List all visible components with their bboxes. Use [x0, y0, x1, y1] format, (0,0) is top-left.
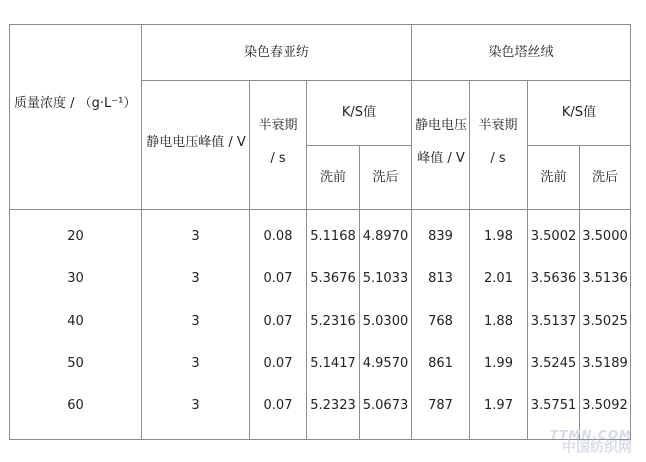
cell-g2-ks-before: 3.5137: [530, 314, 577, 330]
header-g2-after: 洗后: [591, 169, 618, 185]
cell-g2-voltage: 768: [428, 314, 453, 330]
table-row: [10, 263, 630, 295]
table-border-right: [630, 24, 631, 440]
cell-g2-ks-after: 3.5025: [582, 314, 628, 330]
cell-g1-voltage: 3: [191, 398, 200, 414]
cell-g2-ks-before: 3.5751: [530, 398, 577, 414]
table-row: [10, 221, 630, 253]
header-g1-before: 洗前: [319, 169, 346, 185]
header-g2-ks: K/S值: [561, 105, 597, 121]
cell-g2-ks-before: 3.5245: [530, 356, 577, 372]
cell-g2-ks-after: 3.5000: [582, 229, 628, 245]
header-g1-halflife: 半衰期 / s: [258, 118, 298, 166]
cell-g2-ks-after: 3.5136: [582, 271, 628, 287]
cell-g2-halflife: 1.99: [484, 356, 513, 372]
table-row: [10, 348, 630, 380]
table-row: [10, 306, 630, 338]
cell-g1-voltage: 3: [191, 314, 200, 330]
cell-g1-ks-before: 5.2316: [310, 314, 356, 330]
header-g2-halflife: 半衰期 / s: [478, 118, 518, 166]
cell-g2-halflife: 1.88: [484, 314, 513, 330]
cell-g1-ks-before: 5.2323: [310, 398, 356, 414]
table-row: [10, 390, 630, 422]
header-group-tasirong: 染色塔丝绒: [488, 44, 554, 60]
cell-g1-halflife: 0.07: [263, 398, 293, 414]
cell-g2-ks-after: 3.5092: [582, 398, 628, 414]
cell-g1-ks-after: 5.1033: [362, 271, 409, 287]
cell-g2-ks-before: 3.5002: [530, 229, 577, 245]
cell-g1-ks-after: 4.8970: [362, 229, 409, 245]
cell-concentration: 50: [67, 356, 84, 372]
cell-g1-voltage: 3: [191, 356, 200, 372]
cell-concentration: 30: [67, 271, 84, 287]
cell-g2-voltage: 787: [428, 398, 453, 414]
watermark-logo: [550, 429, 632, 456]
header-g2-voltage: 静电电压峰值 / V: [414, 118, 467, 166]
cell-g2-ks-before: 3.5636: [530, 271, 577, 287]
table-header-bottom: [9, 209, 631, 210]
watermark-text: 中国纺织网: [562, 440, 632, 457]
cell-g1-halflife: 0.07: [263, 271, 293, 287]
cell-g2-halflife: 2.01: [484, 271, 513, 287]
header-g1-ks: K/S值: [341, 105, 377, 121]
header-group-chunyafang: 染色春亚纺: [243, 44, 309, 60]
cell-g2-voltage: 839: [428, 229, 453, 245]
header-g2-before: 洗前: [540, 169, 567, 185]
table-border-bottom: [9, 439, 631, 440]
cell-concentration: 20: [67, 229, 84, 245]
cell-g1-ks-after: 4.9570: [362, 356, 409, 372]
cell-concentration: 40: [67, 314, 84, 330]
header-g1-voltage: 静电电压峰值 / V: [146, 135, 246, 150]
cell-g1-voltage: 3: [191, 271, 200, 287]
cell-g1-ks-after: 5.0673: [362, 398, 409, 414]
cell-g1-ks-before: 5.1417: [310, 356, 356, 372]
cell-g1-voltage: 3: [191, 229, 200, 245]
cell-g1-halflife: 0.07: [263, 356, 293, 372]
table-col-rule: [249, 80, 250, 440]
cell-g1-halflife: 0.07: [263, 314, 293, 330]
watermark-text: TTMN.COM: [549, 427, 632, 442]
cell-g2-voltage: 861: [428, 356, 453, 372]
cell-concentration: 60: [67, 398, 84, 414]
header-concentration: 质量浓度 / （g·L⁻¹）: [14, 96, 137, 111]
cell-g1-ks-before: 5.3676: [310, 271, 356, 287]
cell-g2-halflife: 1.97: [484, 398, 513, 414]
cell-g2-halflife: 1.98: [484, 229, 513, 245]
header-g1-after: 洗后: [372, 169, 399, 185]
cell-g2-ks-after: 3.5189: [582, 356, 628, 372]
cell-g1-ks-after: 5.0300: [362, 314, 409, 330]
cell-g1-halflife: 0.08: [263, 229, 293, 245]
cell-g1-ks-before: 5.1168: [310, 229, 356, 245]
table-col-rule: [469, 80, 470, 440]
cell-g2-voltage: 813: [428, 271, 453, 287]
